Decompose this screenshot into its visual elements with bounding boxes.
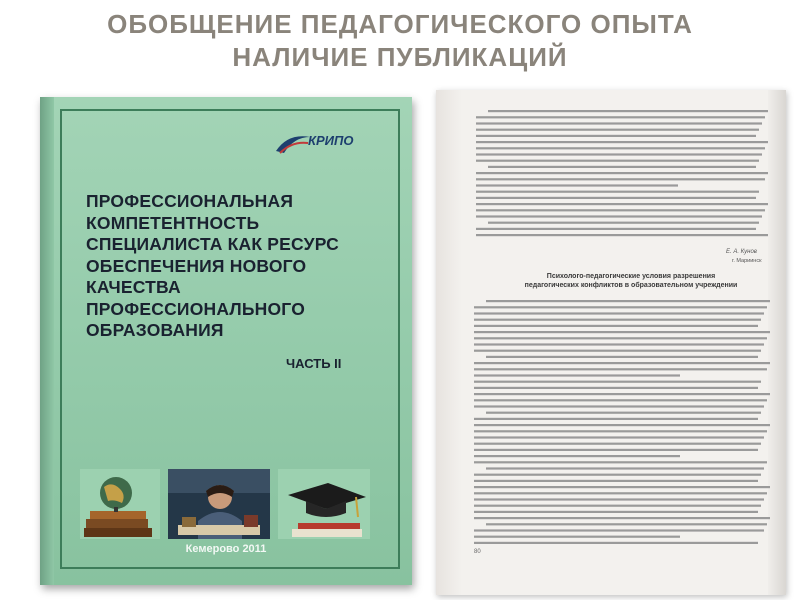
text-line [476,209,765,211]
text-line [474,319,761,321]
text-line [486,467,764,469]
text-line [474,498,764,500]
text-line [474,325,758,327]
text-line [474,461,767,463]
globe-and-books-image [80,469,160,539]
slide-title-line-1: ОБОБЩЕНИЕ ПЕДАГОГИЧЕСКОГО ОПЫТА [107,9,693,39]
slide-title [0,8,800,74]
text-line [474,542,758,544]
text-line [476,197,756,199]
text-line [474,350,761,352]
book-title-line: ПРОФЕССИОНАЛЬНОГО [86,298,306,319]
publisher-logo-text: КРИПО [308,133,354,148]
text-line [474,331,770,333]
text-line [474,430,767,432]
text-line [474,486,770,488]
text-line [488,166,756,168]
cover-images [80,469,370,539]
book-title-line: КАЧЕСТВА [86,277,181,297]
text-line [474,306,767,308]
article-title-line: педагогических конфликтов в образовательном учреждении [524,282,738,289]
text-line [476,141,768,143]
page-text-block [436,90,786,595]
text-line [476,129,759,131]
book-title [86,191,386,342]
article-author: Е. А. Кунов [726,249,757,255]
publisher-logo [274,131,360,157]
text-line [474,529,764,531]
text-line [476,135,756,137]
graduation-cap-image [278,469,370,539]
text-line [474,517,770,519]
book-title-line: ОБЕСПЕЧЕНИЯ НОВОГО [86,255,307,276]
book-spine [40,97,54,585]
book-cover [40,97,412,585]
text-line [474,511,758,513]
text-line [486,412,761,414]
text-line [474,381,761,383]
text-line [474,492,767,494]
text-line [474,343,764,345]
text-line [476,234,768,236]
student-studying-image [168,469,270,539]
text-line [476,215,762,217]
book-title-line: ПРОФЕССИОНАЛЬНАЯ [86,191,294,211]
text-line [474,368,767,370]
text-line [474,374,680,376]
text-line [476,160,759,162]
text-line [476,178,765,180]
page-number: 80 [474,549,481,555]
text-line [474,362,770,364]
book-title-line: ОБРАЗОВАНИЯ [86,320,224,340]
text-line [476,184,678,186]
text-line [476,172,768,174]
text-line [474,474,761,476]
book-title-line: КОМПЕТЕНТНОСТЬ [86,212,260,233]
article-page [436,90,786,595]
text-line [474,312,764,314]
text-line [474,536,680,538]
book-part-label: ЧАСТЬ II [286,356,342,371]
text-line [476,203,768,205]
text-line [474,443,761,445]
text-line [474,449,758,451]
article-title [496,272,766,290]
text-line [486,300,770,302]
article-title-line: Психолого-педагогические условия разрешения [546,273,716,280]
text-line [474,480,758,482]
text-line [474,337,767,339]
text-line [474,455,680,457]
text-line [476,147,765,149]
text-line [486,523,767,525]
text-line [474,405,764,407]
book-title-line: СПЕЦИАЛИСТА КАК РЕСУРС [86,234,340,254]
text-line [474,436,764,438]
text-line [476,228,756,230]
book-city-year: Кемерово 2011 [185,543,267,555]
text-line [476,122,762,124]
text-line [474,393,770,395]
text-line [474,387,758,389]
article-town: г. Мариинск [732,258,762,264]
slide-title-line-2: НАЛИЧИЕ ПУБЛИКАЦИЙ [232,42,568,72]
text-line [488,222,759,224]
text-line [476,116,765,118]
text-line [476,153,762,155]
text-line [474,399,767,401]
text-line [476,191,759,193]
text-line [474,418,758,420]
text-line [474,505,761,507]
text-line [488,110,768,112]
text-line [474,424,770,426]
text-line [486,356,758,358]
